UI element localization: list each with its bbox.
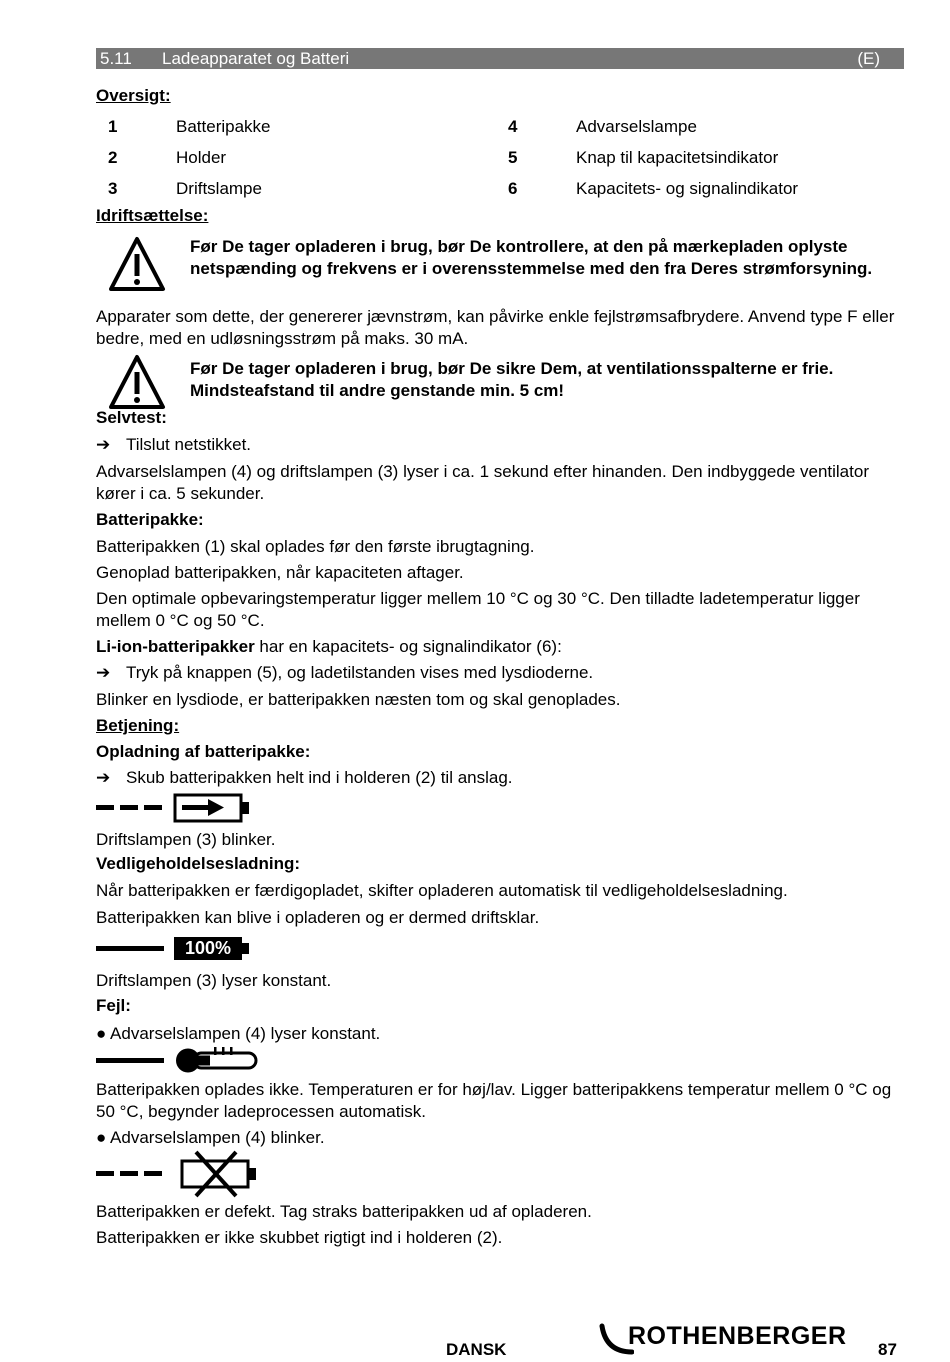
instruction-step: ➔ Tilslut netstikket. xyxy=(96,435,252,454)
overview-item-label: Knap til kapacitetsindikator xyxy=(576,148,779,167)
blinking-charging-indicator-icon xyxy=(96,793,256,823)
warning-text: Før De tager opladeren i brug, bør De sikre Dem, at ventilationsspalterne er frie. Mindsteafstand til andre genstande min. 5 cm! xyxy=(190,359,834,400)
paragraph: Advarselslampen (4) og driftslampen (3) lyser i ca. 1 sekund efter hinanden. Den indbyggede ventilator kører i ca. 5 sekunder. xyxy=(96,462,869,503)
bullet-item: ● Advarselslampen (4) lyser konstant. xyxy=(96,1024,381,1043)
battery-heading: Batteripakke: xyxy=(96,510,204,529)
instruction-step: ➔ Skub batteripakken helt ind i holderen (2) til anslag. xyxy=(96,768,513,787)
section-header xyxy=(96,48,904,69)
paragraph: Genoplad batteripakken, når kapaciteten aftager. xyxy=(96,563,464,582)
page-number: 87 xyxy=(878,1340,897,1359)
warning-triangle-icon xyxy=(108,354,166,410)
overview-item-label: Kapacitets- og signalindikator xyxy=(576,179,799,198)
overview-item-number: 2 xyxy=(108,148,118,167)
instruction-step: ➔ Tryk på knappen (5), og ladetilstanden vises med lysdioderne. xyxy=(96,663,594,682)
paragraph: Batteripakken kan blive i opladeren og er dermed driftsklar. xyxy=(96,908,540,927)
section-number: 5.11 xyxy=(100,49,132,68)
brand-logo xyxy=(598,1322,850,1358)
arrow-right-icon: ➔ xyxy=(96,663,111,682)
defective-battery-icon xyxy=(96,1150,266,1198)
overview-item-label: Advarselslampe xyxy=(576,117,697,136)
warning-text: Før De tager opladeren i brug, bør De kontrollere, at den på mærkepladen oplyste netspænding og frekvens er i overensstemmelse med den fra Deres strømforsyning. xyxy=(190,237,873,278)
overview-item-label: Driftslampe xyxy=(176,179,262,198)
brand-name: ROTHENBERGER xyxy=(628,1322,847,1350)
error-heading: Fejl: xyxy=(96,996,131,1015)
section-code: (E) xyxy=(857,49,880,68)
commissioning-heading: Idriftsættelse: xyxy=(96,206,209,225)
temperature-warning-icon xyxy=(96,1046,266,1074)
arrow-right-icon: ➔ xyxy=(96,435,111,454)
paragraph: Batteripakken (1) skal oplades før den første ibrugtagning. xyxy=(96,537,535,556)
footer-language: DANSK xyxy=(446,1340,507,1359)
overview-item-label: Batteripakke xyxy=(176,117,271,136)
section-title: Ladeapparatet og Batteri xyxy=(162,49,350,68)
paragraph: Blinker en lysdiode, er batteripakken næsten tom og skal genoplades. xyxy=(96,690,621,709)
paragraph: Batteripakken er defekt. Tag straks batteripakken ud af opladeren. xyxy=(96,1202,592,1221)
paragraph: Driftslampen (3) blinker. xyxy=(96,830,276,849)
paragraph: Den optimale opbevaringstemperatur ligger mellem 10 °C og 30 °C. Den tilladte ladetemperatur ligger mellem 0 °C og 50 °C. xyxy=(96,589,860,630)
overview-item-label: Holder xyxy=(176,148,227,167)
paragraph: Driftslampen (3) lyser konstant. xyxy=(96,971,332,990)
operation-heading: Betjening: xyxy=(96,716,180,735)
paragraph: Når batteripakken er færdigopladet, skifter opladeren automatisk til vedligeholdelsesladning. xyxy=(96,881,788,900)
warning-triangle-icon xyxy=(108,236,166,292)
overview-item-number: 5 xyxy=(508,148,518,167)
overview-heading: Oversigt: xyxy=(96,86,171,105)
overview-item-number: 4 xyxy=(508,117,518,136)
arrow-right-icon: ➔ xyxy=(96,768,111,787)
paragraph: Li-ion-batteripakker har en kapacitets- og signalindikator (6): xyxy=(96,637,562,656)
paragraph: Batteripakken er ikke skubbet rigtigt ind i holderen (2). xyxy=(96,1228,503,1247)
overview-item-number: 6 xyxy=(508,179,518,198)
overview-item-number: 1 xyxy=(108,117,118,136)
charging-heading: Opladning af batteripakke: xyxy=(96,742,311,761)
selftest-heading: Selvtest: xyxy=(96,408,167,427)
maintenance-heading: Vedligeholdelsesladning: xyxy=(96,854,301,873)
battery-full-label: 100% xyxy=(174,937,242,960)
paragraph: Batteripakken oplades ikke. Temperaturen er for høj/lav. Ligger batteripakkens temperatur mellem 0 °C og 50 °C, begynder ladeprocessen automatisk. xyxy=(96,1080,892,1121)
full-charge-indicator xyxy=(96,936,256,962)
paragraph: Apparater som dette, der genererer jævnstrøm, kan påvirke enkle fejlstrømsafbrydere. Anvend type F eller bedre, med en udløsningsstrøm på maks. 30 mA. xyxy=(96,307,895,348)
overview-item-number: 3 xyxy=(108,179,118,198)
bullet-item: ● Advarselslampen (4) blinker. xyxy=(96,1128,325,1147)
